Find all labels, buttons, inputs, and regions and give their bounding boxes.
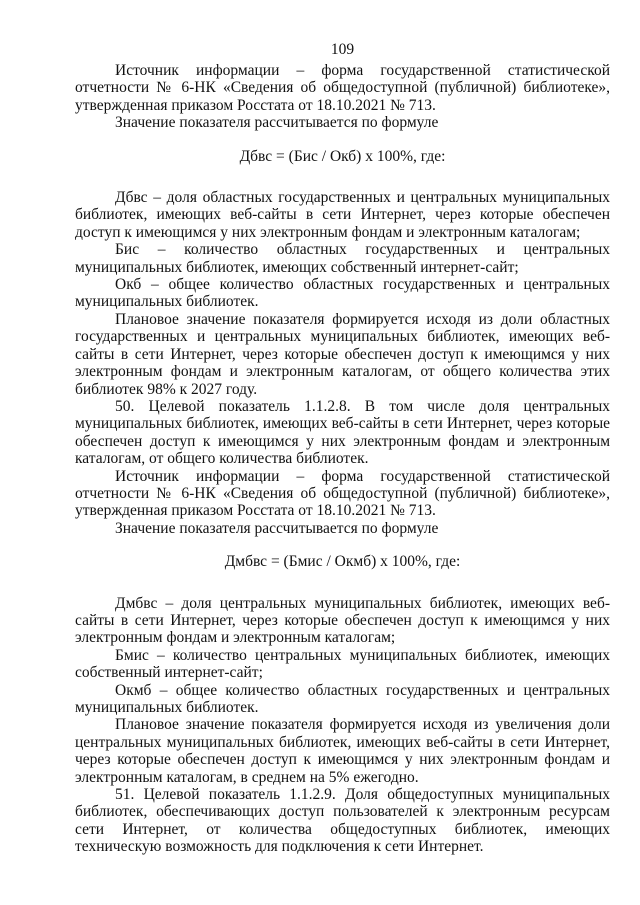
paragraph-indicator-51: 51. Целевой показатель 1.1.2.9. Доля общедоступных муниципальных библиотек, обеспечивающих доступ пользователей к электронным ресурсам сети Интернет, от количества общедоступных библиотек, имеющих техническую возможность для подключения к сети Интернет.: [75, 786, 610, 856]
paragraph-source-info-1: Источник информации – форма государственной статистической отчетности № 6-НК «Сведения об общедоступной (публичной) библиотеке», утвержденная приказом Росстата от 18.10.2021 № 713.: [75, 62, 610, 114]
page-number: 109: [330, 41, 355, 58]
definition-bmis: Бмис – количество центральных муниципальных библиотек, имеющих собственный интернет-сайт;: [75, 646, 610, 682]
formula-dbvs: Дбвс = (Бис / Окб) х 100%, где:: [239, 147, 446, 165]
definition-bis: Бис – количество областных государственных и центральных муниципальных библиотек, имеющих собственный интернет-сайт;: [75, 241, 610, 276]
definition-dbvs: Дбвс – доля областных государственных и центральных муниципальных библиотек, имеющих веб-сайты в сети Интернет, через которые обеспечен доступ к имеющимся у них электронным фондам и электронным каталогам;: [75, 189, 610, 241]
paragraph-indicator-50: 50. Целевой показатель 1.1.2.8. В том числе доля центральных муниципальных библиотек, имеющих веб-сайты в сети Интернет, через которые обеспечен доступ к имеющимся у них электронным фондам и электронным каталогам, от общего количества библиотек.: [75, 397, 610, 468]
paragraph-source-info-2: Источник информации – форма государственной статистической отчетности № 6-НК «Сведения об общедоступной (публичной) библиотеке», утвержденная приказом Росстата от 18.10.2021 № 713.: [75, 467, 610, 520]
paragraph-plan-value-2: Плановое значение показателя формируется исходя из увеличения доли центральных муниципальных библиотек, имеющих веб-сайты в сети Интернет, через которые обеспечен доступ к имеющимся у них электронным фондам и электронным каталогам, в среднем на 5% ежегодно.: [75, 716, 610, 786]
definition-dmbvs: Дмбвс – доля центральных муниципальных библиотек, имеющих веб-сайты в сети Интернет, через которые обеспечен доступ к имеющимся у них электронным фондам и электронным каталогам;: [75, 594, 610, 647]
document-body: [75, 62, 610, 856]
paragraph-formula-intro-1: Значение показателя рассчитывается по формуле: [115, 114, 439, 132]
formula-dmbvs: Дмбвс = (Бмис / Окмб) х 100%, где:: [224, 553, 461, 571]
paragraph-formula-intro-2: Значение показателя рассчитывается по формуле: [115, 519, 439, 537]
paragraph-plan-value-1: Плановое значение показателя формируется исходя из доли областных государственных и центральных муниципальных библиотек, имеющих веб-сайты в сети Интернет, через которые обеспечен доступ к имеющимся у них электронным фондам и электронным каталогам, от общего количества этих библиотек 98% к 2027 году.: [75, 310, 610, 398]
definition-okb: Окб – общее количество областных государственных и центральных муниципальных библиотек.: [75, 276, 610, 311]
definition-okmb: Окмб – общее количество областных государственных и центральных муниципальных библиотек.: [75, 681, 610, 716]
